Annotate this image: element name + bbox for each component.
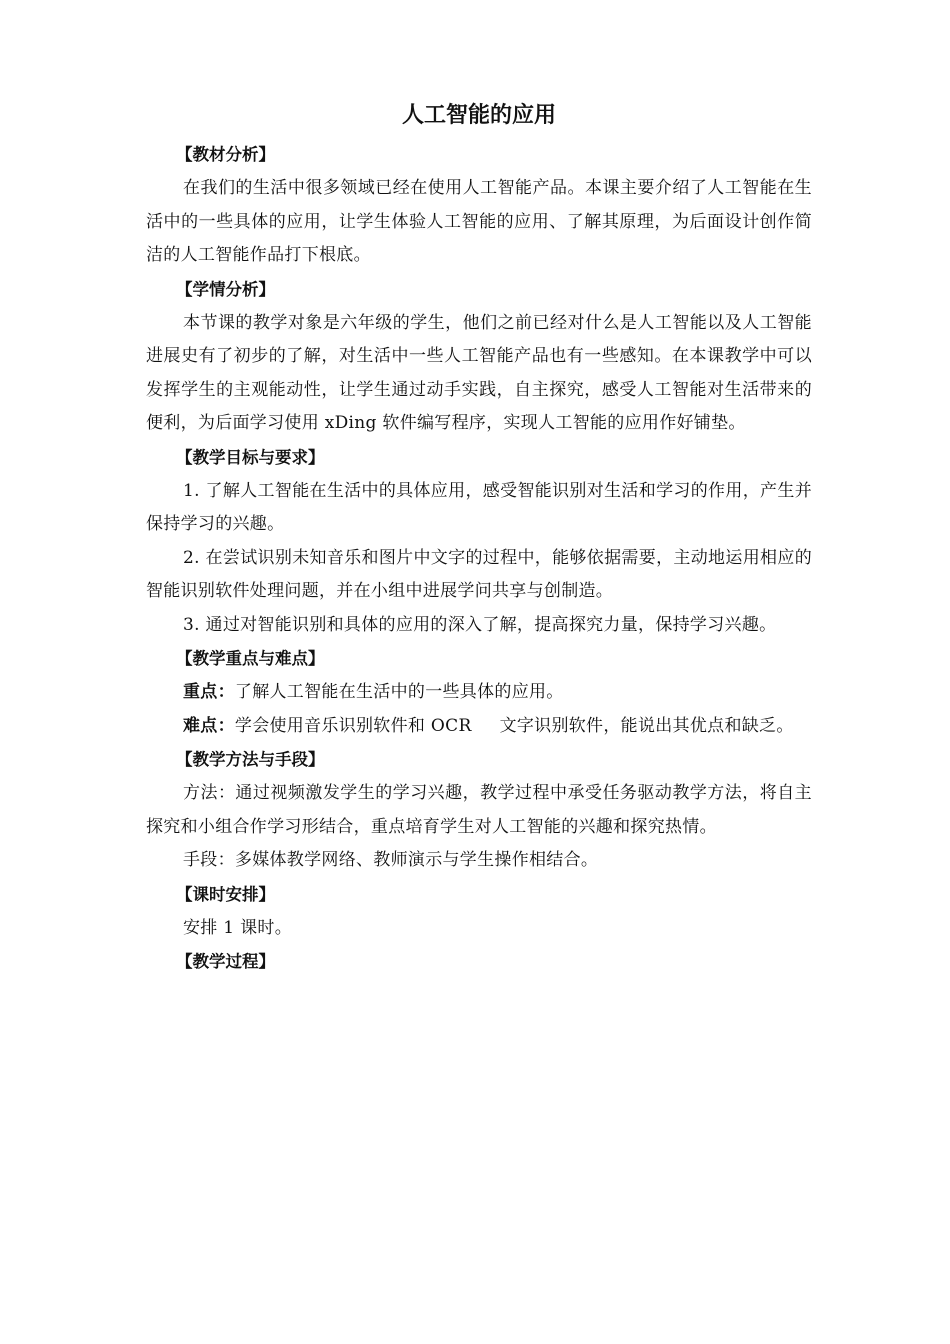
focus-text: 了解人工智能在生活中的一些具体的应用。 [234, 682, 564, 702]
method-text: 方法：通过视频激发学生的学习兴趣，教学过程中承受任务驱动教学方法，将自主探究和小组合作学习形结合，重点培育学生对人工智能的兴趣和探究热情。 [146, 783, 812, 837]
goal-item-2: 2. 在尝试识别未知音乐和图片中文字的过程中，能够依据需要，主动地运用相应的智能识别软件处理问题，并在小组中进展学问共享与创制造。 [146, 547, 812, 601]
document-page [146, 96, 812, 979]
heading-student-analysis: 【学情分析】 [176, 279, 275, 299]
student-analysis-text: 本节课的教学对象是六年级的学生，他们之前已经对什么是人工智能以及人工智能进展史有了初步的了解，对生活中一些人工智能产品也有一些感知。在本课教学中可以发挥学生的主观能动性，让学生通过动手实践，自主探究，感受人工智能对生活带来的便利，为后面学习使用 xDing 软件编写程序，实现人工智能的应用作好铺垫。 [146, 312, 812, 433]
means-text: 手段：多媒体教学网络、教师演示与学生操作相结合。 [183, 850, 599, 870]
heading-key-points: 【教学重点与难点】 [176, 649, 325, 668]
schedule-text: 安排 1 课时。 [183, 917, 293, 938]
difficulty-text-a: 学会使用音乐识别软件和 OCR [234, 715, 472, 736]
heading-teaching-methods: 【教学方法与手段】 [176, 750, 325, 769]
difficulty-text-b: 文字识别软件，能说出其优点和缺乏。 [499, 715, 794, 736]
heading-schedule: 【课时安排】 [176, 884, 275, 904]
difficulty-label: 难点： [183, 715, 235, 736]
material-analysis-text: 在我们的生活中很多领域已经在使用人工智能产品。本课主要介绍了人工智能在生活中的一些具体的应用，让学生体验人工智能的应用、了解其原理，为后面设计创作简洁的人工智能作品打下根底。 [146, 178, 812, 265]
goal-item-3: 3. 通过对智能识别和具体的应用的深入了解，提高探究力量，保持学习兴趣。 [183, 614, 777, 635]
heading-teaching-process: 【教学过程】 [176, 952, 275, 971]
heading-material-analysis: 【教材分析】 [176, 145, 275, 164]
goal-item-1: 1. 了解人工智能在生活中的具体应用，感受智能识别对生活和学习的作用，产生并保持学习的兴趣。 [146, 480, 812, 534]
heading-teaching-goals: 【教学目标与要求】 [176, 447, 325, 467]
document-title: 人工智能的应用 [401, 103, 556, 128]
difficulty-line [146, 710, 812, 744]
focus-label: 重点： [183, 682, 235, 702]
focus-line [146, 676, 812, 710]
